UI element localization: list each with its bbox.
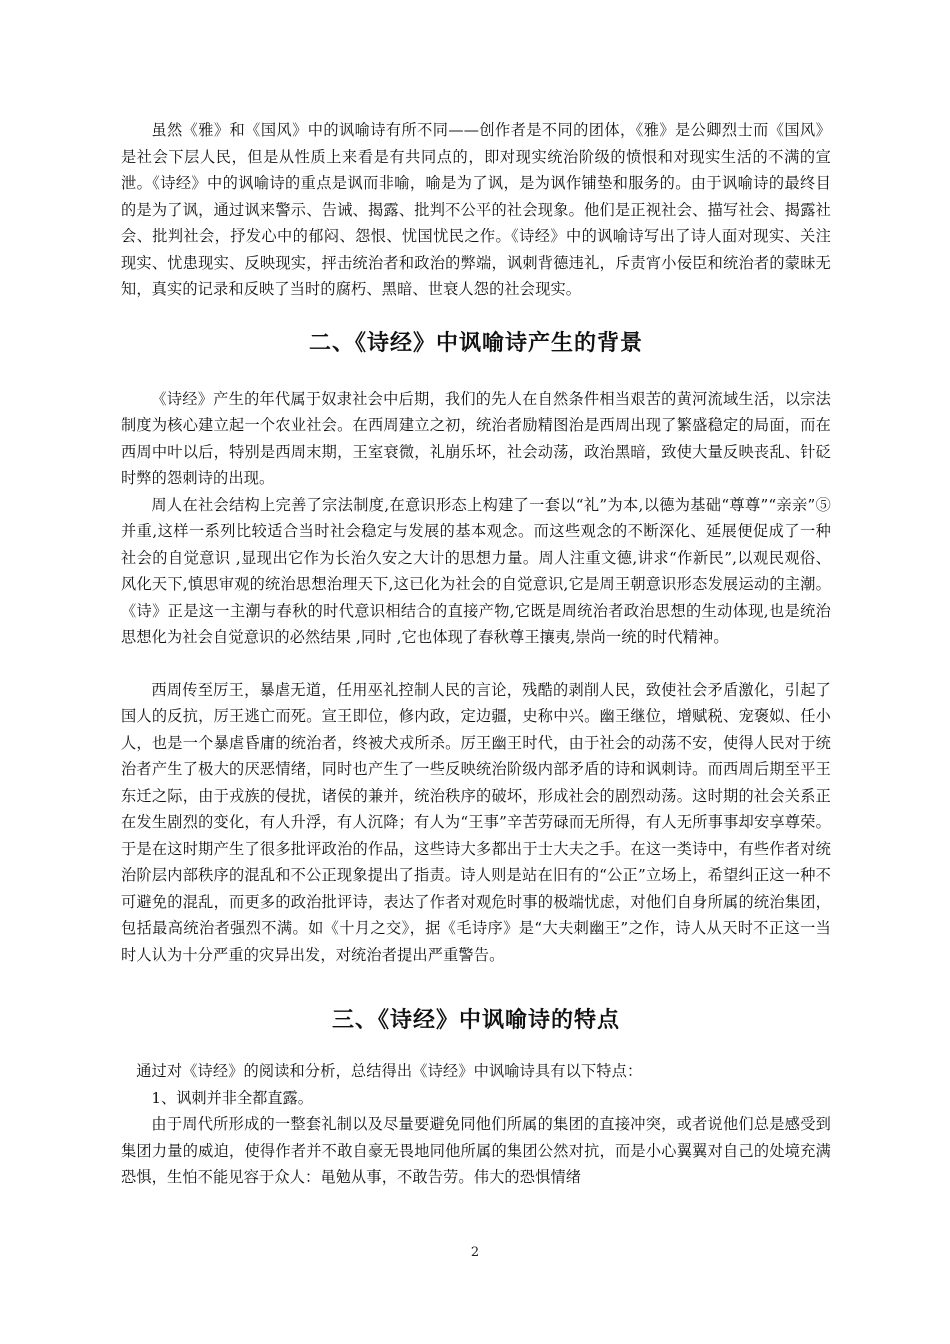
section-3-item-1: 1、讽刺并非全都直露。	[151, 1088, 313, 1107]
page-number: 2	[470, 1245, 480, 1260]
section-3-heading: 三、《诗经》中讽喻诗的特点	[331, 1008, 620, 1033]
section-2-heading: 二、《诗经》中讽喻诗产生的背景	[308, 330, 643, 356]
section-2-paragraph-2: 周人在社会结构上完善了宗法制度,在意识形态上构建了一套以“礼”为本,以德为基础“尊尊”“亲亲”⑤并重,这样一系列比较适合当时社会稳定与发展的基本观念。而这些观念的不断深化、延展便促成了一种社会的自觉意识 ,显现出它作为长治久安之大计的思想力量。周人注重文德,讲求“作新民”,以观民观俗、风化天下,慎思审观的统治思想治理天下,这已化为社会的自觉意识,它是周王朝意识形态发展运动的主潮。《诗》正是这一主潮与春秋的时代意识相结合的直接产物,它既是周统治者政治思想的生动体现,也是统治思想化为社会自觉意识的必然结果 ,同时 ,它也体现了春秋尊王攘夷,崇尚一统的时代精神。	[121, 495, 831, 646]
intro-paragraph: 虽然《雅》和《国风》中的讽喻诗有所不同——创作者是不同的团体，《雅》是公卿烈士而《国风》是社会下层人民，但是从性质上来看是有共同点的，即对现实统治阶级的愤恨和对现实生活的不满的宣泄。《诗经》中的讽喻诗的重点是讽而非喻，喻是为了讽，是为讽作铺垫和服务的。由于讽喻诗的最终目的是为了讽，通过讽来警示、告诫、揭露、批判不公平的社会现象。他们是正视社会、描写社会、揭露社会、批判社会，抒发心中的郁闷、怨恨、忧国忧民之作。《诗经》中的讽喻诗写出了诗人面对现实、关注现实、忧患现实、反映现实，抨击统治者和政治的弊端，讽刺背德违礼，斥责宵小佞臣和统治者的蒙昧无知，真实的记录和反映了当时的腐朽、黑暗、世衰人怨的社会现实。	[121, 121, 831, 298]
section-3-paragraph: 由于周代所形成的一整套礼制以及尽量要避免同他们所属的集团的直接冲突，或者说他们总是感受到集团力量的威迫，使得作者并不敢自豪无畏地同他所属的集团公然对抗，而是小心翼翼对自己的处境充满恐惧，生怕不能见容于众人：黾勉从事，不敢告劳。伟大的恐惧情绪	[121, 1115, 831, 1186]
section-2-paragraph-1: 《诗经》产生的年代属于奴隶社会中后期，我们的先人在自然条件相当艰苦的黄河流域生活，以宗法制度为核心建立起一个农业社会。在西周建立之初，统治者励精图治是西周出现了繁盛稳定的局面，而在西周中叶以后，特别是西周末期，王室衰微，礼崩乐坏，社会动荡，政治黑暗，致使大量反映丧乱、针砭时弊的怨刺诗的出现。	[121, 389, 831, 487]
section-2-paragraph-3: 西周传至厉王，暴虐无道，任用巫礼控制人民的言论，残酷的剥削人民，致使社会矛盾激化，引起了国人的反抗，厉王逃亡而死。宣王即位，修内政，定边疆，史称中兴。幽王继位，增赋税、宠褒姒、任小人，也是一个暴虐昏庸的统治者，终被犬戎所杀。厉王幽王时代，由于社会的动荡不安，使得人民对于统治者产生了极大的厌恶情绪，同时也产生了一些反映统治阶级内部矛盾的诗和讽刺诗。而西周后期至平王东迁之际，由于戎族的侵扰，诸侯的兼并，统治秩序的破坏，形成社会的剧烈动荡。这时期的社会关系正在发生剧烈的变化，有人升浮，有人沉降；有人为“王事”辛苦劳碌而无所得，有人无所事事却安享尊荣。于是在这时期产生了很多批评政治的作品，这些诗大多都出于士大夫之手。在这一类诗中，有些作者对统治阶层内部秩序的混乱和不公正现象提出了指责。诗人则是站在旧有的“公正”立场上，希望纠正这一种不可避免的混乱，而更多的政治批评诗，表达了作者对观危时事的极端忧虑，对他们自身所属的统治集团，包括最高统治者强烈不满。如《十月之交》，据《毛诗序》是“大夫刺幽王”之作，诗人从天时不正这一当时人认为十分严重的灾异出发，对统治者提出严重警告。	[121, 680, 831, 964]
paragraph-spacer	[121, 651, 831, 677]
document-body	[121, 117, 831, 1191]
section-3-lead: 通过对《诗经》的阅读和分析，总结得出《诗经》中讽喻诗具有以下特点：	[136, 1062, 643, 1080]
